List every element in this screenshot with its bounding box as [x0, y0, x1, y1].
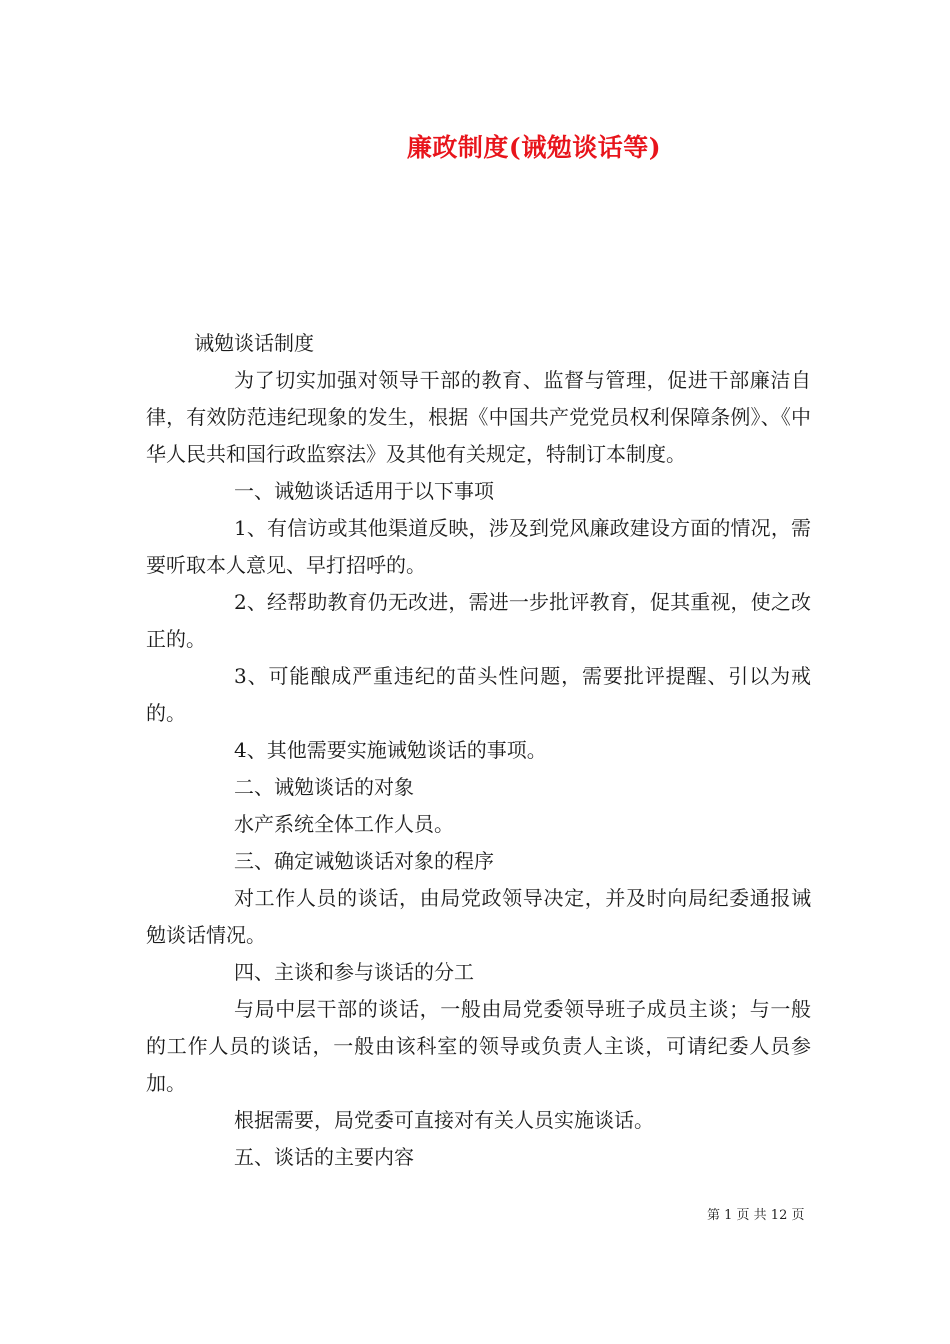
paragraph: 水产系统全体工作人员。: [234, 812, 454, 836]
page-number: 第 1 页 共 12 页: [707, 1208, 805, 1223]
section-heading: 五、谈话的主要内容: [234, 1145, 414, 1169]
paragraph: 1、有信访或其他渠道反映，涉及到党风廉政建设方面的情况，需要听取本人意见、早打招呼的。: [146, 516, 811, 577]
section-heading: 一、诫勉谈话适用于以下事项: [234, 479, 494, 503]
section-heading: 诫勉谈话制度: [194, 331, 314, 355]
section-heading: 四、主谈和参与谈话的分工: [234, 960, 474, 984]
paragraph: 4、其他需要实施诫勉谈话的事项。: [234, 738, 547, 762]
section-heading: 三、确定诫勉谈话对象的程序: [234, 849, 494, 873]
paragraph: 3、可能酿成严重违纪的苗头性问题，需要批评提醒、引以为戒的。: [146, 664, 811, 725]
paragraph: 与局中层干部的谈话，一般由局党委领导班子成员主谈；与一般的工作人员的谈话，一般由该科室的领导或负责人主谈，可请纪委人员参加。: [146, 997, 811, 1095]
document-body: [146, 325, 811, 1176]
paragraph: 根据需要，局党委可直接对有关人员实施谈话。: [234, 1108, 654, 1132]
document-title: 廉政制度(诫勉谈话等): [406, 133, 662, 162]
paragraph: 2、经帮助教育仍无改进，需进一步批评教育，促其重视，使之改正的。: [146, 590, 811, 651]
section-heading: 二、诫勉谈话的对象: [234, 775, 414, 799]
paragraph: 为了切实加强对领导干部的教育、监督与管理，促进干部廉洁自律，有效防范违纪现象的发生，根据《中国共产党党员权利保障条例》、《中华人民共和国行政监察法》及其他有关规定，特制订本制度。: [146, 368, 811, 466]
paragraph: 对工作人员的谈话，由局党政领导决定，并及时向局纪委通报诫勉谈话情况。: [146, 886, 811, 947]
